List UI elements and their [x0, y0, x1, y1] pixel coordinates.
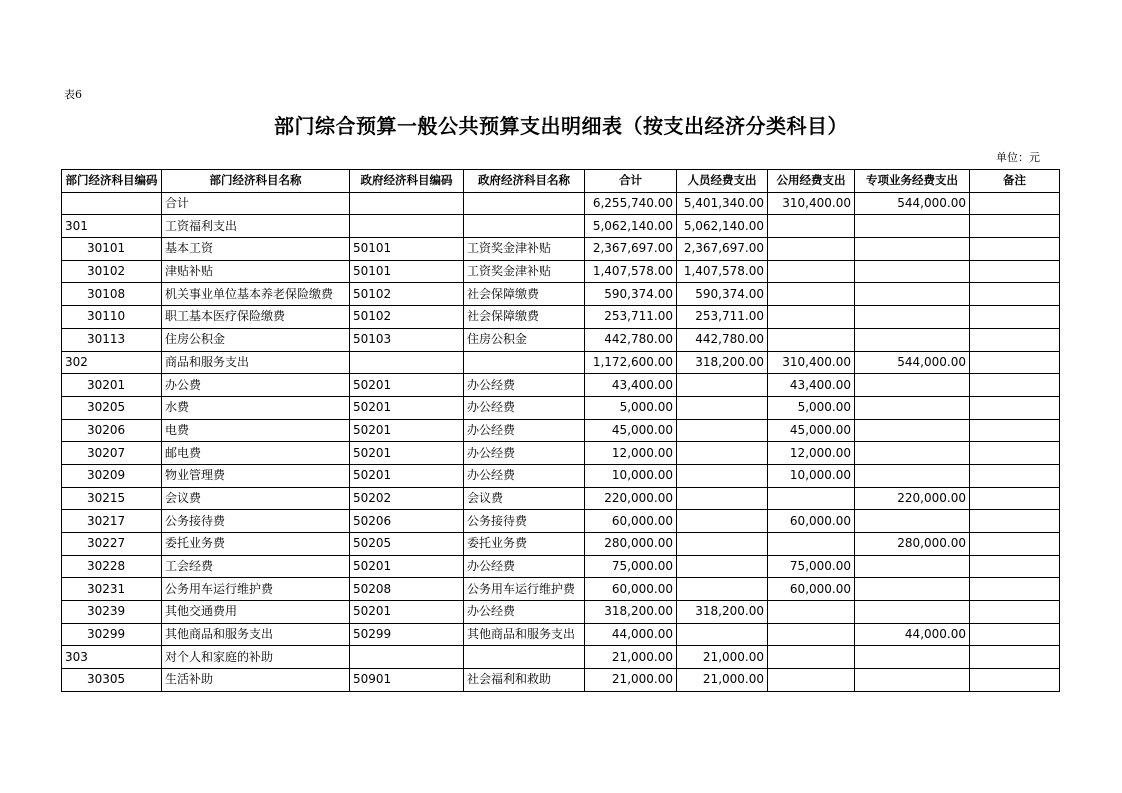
public-cell: [768, 238, 855, 261]
special-cell: [855, 510, 970, 533]
gov-name-cell: 办公经费: [464, 601, 585, 624]
dept-name-cell: 对个人和家庭的补助: [162, 646, 350, 669]
personnel-cell: 1,407,578.00: [677, 260, 768, 283]
dept-code-cell: 30101: [62, 238, 162, 261]
remark-cell: [970, 464, 1060, 487]
public-cell: [768, 623, 855, 646]
public-cell: [768, 669, 855, 692]
gov-code-cell: 50201: [350, 396, 464, 419]
total-cell: 21,000.00: [585, 646, 677, 669]
total-cell: 75,000.00: [585, 555, 677, 578]
dept-name-cell: 合计: [162, 192, 350, 215]
special-cell: [855, 646, 970, 669]
special-cell: [855, 555, 970, 578]
dept-code-cell: 302: [62, 351, 162, 374]
public-cell: 5,000.00: [768, 396, 855, 419]
gov-code-cell: 50901: [350, 669, 464, 692]
dept-name-cell: 商品和服务支出: [162, 351, 350, 374]
gov-code-cell: 50102: [350, 306, 464, 329]
dept-code-cell: 30228: [62, 555, 162, 578]
gov-code-cell: 50201: [350, 419, 464, 442]
table-header-row: [62, 170, 1060, 193]
remark-cell: [970, 238, 1060, 261]
special-cell: [855, 464, 970, 487]
page-title: 部门综合预算一般公共预算支出明细表（按支出经济分类科目）: [274, 114, 848, 138]
table-row: [62, 669, 1060, 692]
public-cell: [768, 306, 855, 329]
header-special: 专项业务经费支出: [855, 170, 970, 193]
special-cell: [855, 669, 970, 692]
header-dept-code: 部门经济科目编码: [62, 170, 162, 193]
total-cell: 5,000.00: [585, 396, 677, 419]
gov-name-cell: 办公经费: [464, 555, 585, 578]
public-cell: [768, 215, 855, 238]
remark-cell: [970, 555, 1060, 578]
gov-name-cell: 公务接待费: [464, 510, 585, 533]
special-cell: 544,000.00: [855, 192, 970, 215]
dept-code-cell: 30207: [62, 442, 162, 465]
gov-code-cell: 50201: [350, 555, 464, 578]
personnel-cell: [677, 464, 768, 487]
total-cell: 43,400.00: [585, 374, 677, 397]
table-row: [62, 374, 1060, 397]
remark-cell: [970, 260, 1060, 283]
gov-name-cell: 住房公积金: [464, 328, 585, 351]
public-cell: 45,000.00: [768, 419, 855, 442]
header-public: 公用经费支出: [768, 170, 855, 193]
remark-cell: [970, 578, 1060, 601]
gov-code-cell: 50103: [350, 328, 464, 351]
gov-code-cell: 50201: [350, 601, 464, 624]
dept-name-cell: 邮电费: [162, 442, 350, 465]
dept-code-cell: 30217: [62, 510, 162, 533]
public-cell: 310,400.00: [768, 351, 855, 374]
special-cell: [855, 215, 970, 238]
public-cell: [768, 260, 855, 283]
gov-code-cell: 50101: [350, 260, 464, 283]
personnel-cell: 21,000.00: [677, 669, 768, 692]
total-cell: 6,255,740.00: [585, 192, 677, 215]
total-cell: 220,000.00: [585, 487, 677, 510]
dept-code-cell: 301: [62, 215, 162, 238]
total-cell: 44,000.00: [585, 623, 677, 646]
dept-name-cell: 委托业务费: [162, 533, 350, 556]
dept-name-cell: 生活补助: [162, 669, 350, 692]
budget-detail-table: [61, 169, 1060, 692]
public-cell: 10,000.00: [768, 464, 855, 487]
dept-name-cell: 电费: [162, 419, 350, 442]
personnel-cell: [677, 487, 768, 510]
dept-code-cell: 30205: [62, 396, 162, 419]
dept-code-cell: 30206: [62, 419, 162, 442]
special-cell: [855, 306, 970, 329]
remark-cell: [970, 374, 1060, 397]
total-cell: 318,200.00: [585, 601, 677, 624]
dept-code-cell: 30239: [62, 601, 162, 624]
table-row: [62, 578, 1060, 601]
dept-name-cell: 工资福利支出: [162, 215, 350, 238]
dept-name-cell: 水费: [162, 396, 350, 419]
remark-cell: [970, 510, 1060, 533]
personnel-cell: 2,367,697.00: [677, 238, 768, 261]
special-cell: 544,000.00: [855, 351, 970, 374]
table-row: [62, 192, 1060, 215]
dept-code-cell: 30209: [62, 464, 162, 487]
table-row: [62, 328, 1060, 351]
gov-code-cell: 50201: [350, 464, 464, 487]
remark-cell: [970, 442, 1060, 465]
dept-code-cell: 30102: [62, 260, 162, 283]
header-dept-name: 部门经济科目名称: [162, 170, 350, 193]
public-cell: 60,000.00: [768, 510, 855, 533]
dept-code-cell: 30108: [62, 283, 162, 306]
public-cell: [768, 487, 855, 510]
total-cell: 45,000.00: [585, 419, 677, 442]
personnel-cell: 590,374.00: [677, 283, 768, 306]
gov-name-cell: 办公经费: [464, 396, 585, 419]
gov-code-cell: 50299: [350, 623, 464, 646]
dept-code-cell: 30299: [62, 623, 162, 646]
gov-name-cell: 办公经费: [464, 419, 585, 442]
public-cell: 310,400.00: [768, 192, 855, 215]
dept-name-cell: 办公费: [162, 374, 350, 397]
public-cell: [768, 646, 855, 669]
header-remark: 备注: [970, 170, 1060, 193]
gov-name-cell: 会议费: [464, 487, 585, 510]
special-cell: [855, 328, 970, 351]
table-row: [62, 601, 1060, 624]
public-cell: [768, 533, 855, 556]
dept-code-cell: 30110: [62, 306, 162, 329]
remark-cell: [970, 328, 1060, 351]
gov-name-cell: 社会福利和救助: [464, 669, 585, 692]
header-total: 合计: [585, 170, 677, 193]
total-cell: 442,780.00: [585, 328, 677, 351]
personnel-cell: [677, 374, 768, 397]
gov-name-cell: 办公经费: [464, 442, 585, 465]
public-cell: 75,000.00: [768, 555, 855, 578]
gov-name-cell: [464, 646, 585, 669]
table-row: [62, 646, 1060, 669]
dept-name-cell: 公务接待费: [162, 510, 350, 533]
gov-code-cell: [350, 646, 464, 669]
table-row: [62, 419, 1060, 442]
gov-code-cell: 50208: [350, 578, 464, 601]
total-cell: 10,000.00: [585, 464, 677, 487]
remark-cell: [970, 487, 1060, 510]
dept-code-cell: 30201: [62, 374, 162, 397]
personnel-cell: 5,401,340.00: [677, 192, 768, 215]
remark-cell: [970, 646, 1060, 669]
table-row: [62, 487, 1060, 510]
dept-code-cell: [62, 192, 162, 215]
personnel-cell: [677, 578, 768, 601]
gov-code-cell: [350, 192, 464, 215]
header-gov-code: 政府经济科目编码: [350, 170, 464, 193]
total-cell: 5,062,140.00: [585, 215, 677, 238]
table-row: [62, 306, 1060, 329]
gov-code-cell: 50202: [350, 487, 464, 510]
special-cell: [855, 238, 970, 261]
public-cell: 43,400.00: [768, 374, 855, 397]
dept-name-cell: 机关事业单位基本养老保险缴费: [162, 283, 350, 306]
personnel-cell: [677, 510, 768, 533]
table-row: [62, 533, 1060, 556]
special-cell: 280,000.00: [855, 533, 970, 556]
dept-code-cell: 30231: [62, 578, 162, 601]
dept-name-cell: 基本工资: [162, 238, 350, 261]
public-cell: 12,000.00: [768, 442, 855, 465]
dept-name-cell: 物业管理费: [162, 464, 350, 487]
personnel-cell: 5,062,140.00: [677, 215, 768, 238]
public-cell: 60,000.00: [768, 578, 855, 601]
gov-code-cell: 50206: [350, 510, 464, 533]
total-cell: 60,000.00: [585, 510, 677, 533]
special-cell: [855, 578, 970, 601]
public-cell: [768, 283, 855, 306]
special-cell: 220,000.00: [855, 487, 970, 510]
public-cell: [768, 601, 855, 624]
total-cell: 21,000.00: [585, 669, 677, 692]
total-cell: 280,000.00: [585, 533, 677, 556]
table-body: [62, 192, 1060, 691]
header-personnel: 人员经费支出: [677, 170, 768, 193]
dept-name-cell: 住房公积金: [162, 328, 350, 351]
public-cell: [768, 328, 855, 351]
remark-cell: [970, 623, 1060, 646]
total-cell: 253,711.00: [585, 306, 677, 329]
gov-code-cell: [350, 351, 464, 374]
gov-name-cell: 办公经费: [464, 464, 585, 487]
remark-cell: [970, 283, 1060, 306]
dept-name-cell: 会议费: [162, 487, 350, 510]
gov-code-cell: 50205: [350, 533, 464, 556]
dept-name-cell: 职工基本医疗保险缴费: [162, 306, 350, 329]
dept-code-cell: 30227: [62, 533, 162, 556]
personnel-cell: 318,200.00: [677, 601, 768, 624]
table-row: [62, 396, 1060, 419]
dept-name-cell: 津贴补贴: [162, 260, 350, 283]
gov-code-cell: 50201: [350, 374, 464, 397]
personnel-cell: [677, 533, 768, 556]
gov-name-cell: 委托业务费: [464, 533, 585, 556]
remark-cell: [970, 419, 1060, 442]
gov-name-cell: 其他商品和服务支出: [464, 623, 585, 646]
special-cell: [855, 396, 970, 419]
gov-code-cell: 50201: [350, 442, 464, 465]
gov-name-cell: [464, 192, 585, 215]
dept-code-cell: 30215: [62, 487, 162, 510]
special-cell: [855, 283, 970, 306]
remark-cell: [970, 215, 1060, 238]
table-row: [62, 238, 1060, 261]
dept-code-cell: 30305: [62, 669, 162, 692]
table-row: [62, 283, 1060, 306]
personnel-cell: [677, 623, 768, 646]
dept-name-cell: 其他商品和服务支出: [162, 623, 350, 646]
personnel-cell: 442,780.00: [677, 328, 768, 351]
personnel-cell: 253,711.00: [677, 306, 768, 329]
personnel-cell: [677, 419, 768, 442]
personnel-cell: 318,200.00: [677, 351, 768, 374]
gov-code-cell: 50102: [350, 283, 464, 306]
special-cell: 44,000.00: [855, 623, 970, 646]
gov-name-cell: [464, 215, 585, 238]
personnel-cell: [677, 442, 768, 465]
dept-name-cell: 公务用车运行维护费: [162, 578, 350, 601]
dept-code-cell: 303: [62, 646, 162, 669]
remark-cell: [970, 306, 1060, 329]
special-cell: [855, 601, 970, 624]
gov-name-cell: 社会保障缴费: [464, 306, 585, 329]
gov-name-cell: 工资奖金津补贴: [464, 260, 585, 283]
table-row: [62, 555, 1060, 578]
gov-name-cell: 社会保障缴费: [464, 283, 585, 306]
gov-name-cell: [464, 351, 585, 374]
total-cell: 590,374.00: [585, 283, 677, 306]
table-row: [62, 510, 1060, 533]
personnel-cell: 21,000.00: [677, 646, 768, 669]
table-row: [62, 260, 1060, 283]
remark-cell: [970, 669, 1060, 692]
table-row: [62, 623, 1060, 646]
dept-code-cell: 30113: [62, 328, 162, 351]
gov-name-cell: 公务用车运行维护费: [464, 578, 585, 601]
special-cell: [855, 260, 970, 283]
gov-name-cell: 工资奖金津补贴: [464, 238, 585, 261]
personnel-cell: [677, 396, 768, 419]
total-cell: 2,367,697.00: [585, 238, 677, 261]
remark-cell: [970, 601, 1060, 624]
remark-cell: [970, 396, 1060, 419]
header-gov-name: 政府经济科目名称: [464, 170, 585, 193]
gov-code-cell: 50101: [350, 238, 464, 261]
total-cell: 1,172,600.00: [585, 351, 677, 374]
dept-name-cell: 工会经费: [162, 555, 350, 578]
table-number-label: 表6: [64, 88, 82, 101]
unit-label: 单位：元: [996, 151, 1040, 164]
table-row: [62, 442, 1060, 465]
total-cell: 1,407,578.00: [585, 260, 677, 283]
table-row: [62, 351, 1060, 374]
personnel-cell: [677, 555, 768, 578]
remark-cell: [970, 533, 1060, 556]
remark-cell: [970, 192, 1060, 215]
dept-name-cell: 其他交通费用: [162, 601, 350, 624]
special-cell: [855, 419, 970, 442]
total-cell: 60,000.00: [585, 578, 677, 601]
special-cell: [855, 374, 970, 397]
special-cell: [855, 442, 970, 465]
table-row: [62, 464, 1060, 487]
gov-code-cell: [350, 215, 464, 238]
total-cell: 12,000.00: [585, 442, 677, 465]
remark-cell: [970, 351, 1060, 374]
table-row: [62, 215, 1060, 238]
gov-name-cell: 办公经费: [464, 374, 585, 397]
